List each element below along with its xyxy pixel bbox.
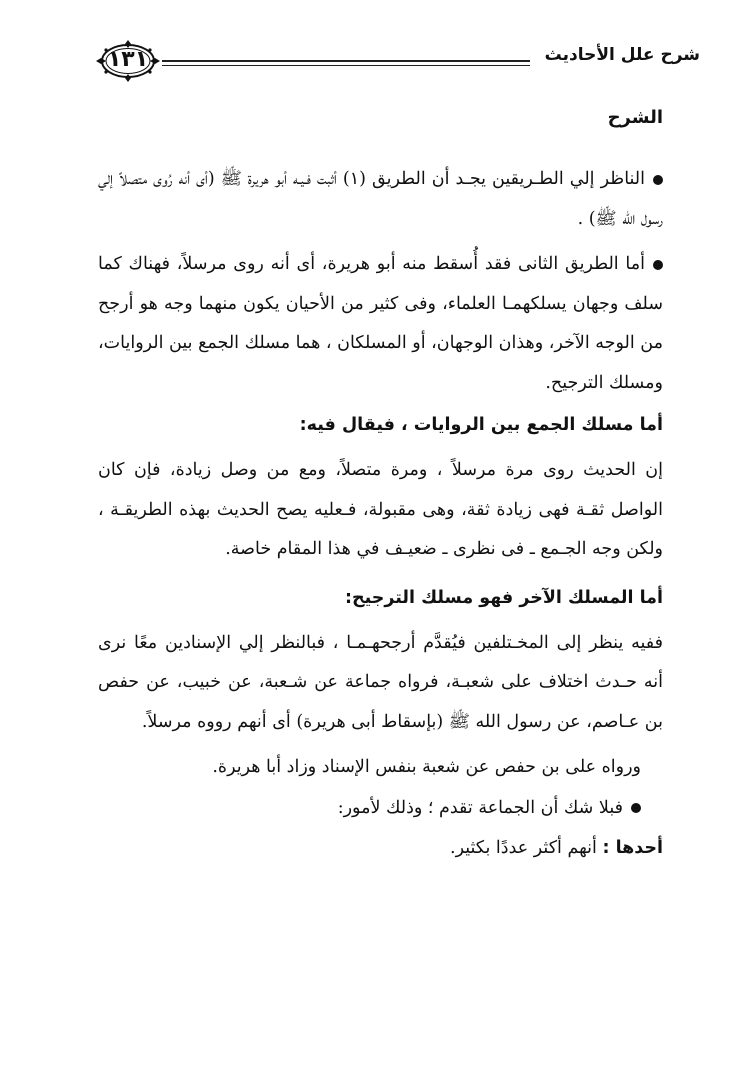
page-number: ١٣١: [107, 47, 149, 72]
page-number-ornament: [92, 36, 164, 86]
point-label: أحدها :: [602, 838, 663, 858]
page-body: [98, 98, 663, 869]
bullet-icon: [631, 803, 641, 813]
bullet-icon: [653, 175, 663, 185]
bullet-icon: [653, 260, 663, 270]
subheading-combination: أما مسلك الجمع بين الروايات ، فيقال فيه:: [299, 415, 663, 435]
paragraph-3: إن الحديث روى مرة مرسلاً ، ومرة متصلاً، ومع من وصل زيادة، فإن كان الواصل ثقـة فهى زيادة ثقة، وهى مقبولة، فـعليه يصح الحديث بهذه الطريقـة ، ولكن وجه الجـمع ـ فى نظرى ـ ضعيـف في هذا المقام خاصة.: [98, 460, 663, 559]
subheading-preference: أما المسلك الآخر فهو مسلك الترجيح:: [345, 587, 663, 608]
paragraph-2-text: أما الطريق الثانى فقد أُسقط منه أبو هريرة، أى أنه روى مرسلاً، فهناك كما سلف وجهان يسلكهمـا العلماء، وفى كثير من الأحيان يكون منهما وجه هو أرجح من الوجه الآخر، وهذان الوجهان، أو المسلكان ، هما مسلك الجمع بين الروايات، ومسلك الترجيح.: [98, 254, 663, 393]
paragraph-6-text: فبلا شك أن الجماعة تقدم ؛ وذلك لأمور:: [337, 797, 623, 818]
page-header: [92, 36, 700, 86]
paragraph-5: ورواه على بن حفص عن شعبة بنفس الإسناد وزاد أبا هريرة.: [212, 757, 641, 777]
header-rule: [162, 60, 530, 62]
paragraph-7: [98, 829, 663, 869]
paragraph-7-text: أنهم أكثر عددًا بكثير.: [450, 838, 597, 858]
paragraph-4: ففيه ينظر إلى المخـتلفين فيُقدَّم أرجحهـمـا ، فبالنظر إلي الإسنادين معًا نرى أنه حـدث اختلاف على شعبـة، فرواه جماعة عن شـعبة، عن خبيب، عن حفص بن عـاصم، عن رسول الله ﷺ (بإسقاط أبى هريرة) أى أنهم رووه مرسلاً.: [98, 632, 663, 732]
section-title: الشرح: [607, 107, 663, 128]
running-title: شرح علل الأحاديث: [544, 45, 700, 65]
paragraph-1: [98, 160, 663, 239]
paragraph-2: [98, 245, 663, 403]
paragraph-1-text: الناظر إلي الطـريقين يجـد أن الطريق (١) أثبت فـيـه أبو هريرة ﷺ (أى أنه رُوى متصلاً إلي رسول الله ﷺ) .: [98, 169, 663, 229]
paragraph-6: [98, 789, 663, 829]
